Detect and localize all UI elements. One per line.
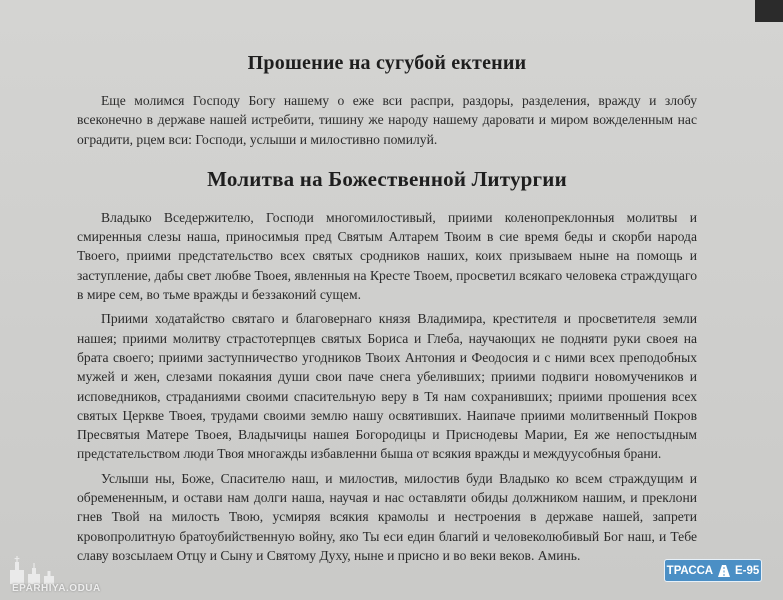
heading-ektenia: Прошение на сугубой ектении	[247, 52, 527, 74]
badge-suffix: Е-95	[735, 564, 760, 577]
eparhiya-watermark	[4, 552, 114, 596]
paragraph-prayer-1: Владыко Вседержителю, Господи многомилостивый, приими коленопреклонныя молитвы и смиренныя слезы наша, приносимыя пред Святым Алтарем Твоим в сие время беды и скорби народа Твоего, приими предстательство всех святых сродников наших, коих призываем ныне на помощь и заступление, дабы свет любве Твоея, явленныя на Кресте Твоем, просветил всякаго человека страждущаго в мире сем, во тьме вражды и беззаконий сущем.	[77, 209, 697, 303]
paragraph-prayer-3: Услыши ны, Боже, Спасителю наш, и милостив, милостив буди Владыко ко всем страждущим и обремененным, и остави нам долги наша, научая и нас оставляти обиды должником нашим, и преклони гнев Твой на милость Твою, усмиряя всякия крамолы и нестроения в державе нашей, запрети кровопролитную братоубийственную войну, яко Ты еси един благий и человеколюбивый Бог наш, и Тебе славу возсылаем Отцу и Сыну и Святому Духу, ныне и присно и во веки веков. Аминь.	[77, 470, 697, 563]
paragraph-ektenia: Еще молимся Господу Богу нашему о еже вси распри, раздоры, разделения, вражду и злобу всеконечно в державе нашей истребити, тишину же народу нашему даровати и миром вожделенным нас оградити, рцем вси: Господи, услыши и милостивно помилуй.	[77, 93, 697, 147]
road-icon	[717, 564, 731, 578]
badge-prefix: ТРАССА	[666, 564, 714, 577]
church-icon	[4, 552, 114, 586]
corner-shadow	[755, 0, 783, 22]
trassa-e95-badge	[664, 559, 762, 582]
eparhiya-watermark-text: EPARHIYA.ODUA	[12, 583, 101, 594]
document-body	[77, 50, 697, 565]
paragraph-prayer-2: Приими ходатайство святаго и благовернаго князя Владимира, крестителя и просветителя земли нашея; приими молитву страстотерпцев святых Бориса и Глеба, научающих не подняти руки своея на брата своего; приими заступничество угодников Твоих Антония и Феодосия и с ними всех преподобных мужей и жен, слезами покаяния души свои паче снега убеливших; приими подвиги новомучеников и исповедников, страданиями своими спасительную веру в Тя нам сохранивших; приими прошения всех святых Церкве Твоея, трудами своими землю нашу освятивших. Наипаче приими молитвенный Покров Пресвятыя Матере Твоея, Владычицы нашея Богородицы и Приснодевы Марии, Ея же непостыдным предстательством люди Твоя многажды избавленни быша от всякия вражды и междуусобныя брани.	[77, 311, 697, 462]
heading-liturgy-prayer: Молитва на Божественной Литургии	[207, 166, 567, 191]
